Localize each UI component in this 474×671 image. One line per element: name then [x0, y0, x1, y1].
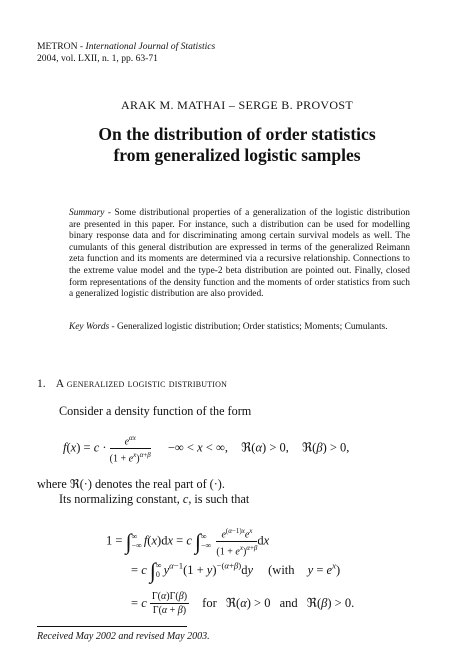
density-fraction: $\frac{e^{\alpha x}}{(1 + e^x)^{\alpha+\beta}}$ — [109, 434, 151, 465]
equation-density: f(x) = c · $\frac{e^{\alpha x}}{(1 + e^x)^{\alpha+\beta}}$ −∞ < x < ∞, ℜ(α) > 0, ℜ(β) > 0, — [63, 434, 350, 465]
section-heading — [37, 377, 227, 390]
paragraph-3-pre: Its normalizing constant, — [59, 492, 183, 506]
paragraph-1: Consider a density function of the form — [59, 404, 252, 418]
equation-normalizing-line-1: 1 = ∫ ∞ −∞ f(x)dx = c ∫ ∞ −∞ $\frac{e^{(\alpha-1)x}e^x}{(1 + e^x)^{\alpha+\beta}}$ dx — [106, 527, 270, 558]
keywords — [69, 321, 429, 333]
paragraph-3-post: , is such that — [188, 492, 250, 506]
footnote-rule — [37, 626, 187, 627]
abstract — [69, 208, 410, 301]
equation-normalizing-line-3: = c $\frac{\Gamma(\alpha)\Gamma(\beta)}{\Gamma(\alpha + \beta)}$ for ℜ(α) > 0 and ℜ(β) > 0. — [131, 591, 355, 616]
authors: ARAK M. MATHAI – SERGE B. PROVOST — [121, 98, 353, 112]
abstract-label: Summary — [69, 208, 105, 218]
footnote: Received May 2002 and revised May 2003. — [37, 631, 210, 642]
paper-title — [20, 124, 454, 166]
keywords-text: - Generalized logistic distribution; Order statistics; Moments; Cumulants. — [109, 322, 388, 332]
journal-name: International Journal of Statistics — [85, 41, 216, 52]
journal-header — [37, 41, 215, 53]
journal-prefix: METRON - — [37, 41, 86, 52]
paragraph-2: where ℜ(·) denotes the real part of (·). — [37, 477, 225, 491]
paragraph-3-var: c — [182, 492, 189, 506]
abstract-text: - Some distributional properties of a generalization of the logistic distribution are presented in this paper. For instance, such a distribution can be used for modelling binary response data and for discriminating among certain survival models as well. The cumulants of this general distribution are expressed in terms of the generalized Reimann zeta function and its moments are determined via a recursive relationship. Connections to the extreme value model and the type-2 beta distribution are pointed out. Finally, closed form representations of the density function and the moments of order statistics from such a generalized logistic distribution are also provided. — [69, 208, 410, 300]
normalizing-fraction: $\frac{e^{(\alpha-1)x}e^x}{(1 + e^x)^{\alpha+\beta}}$ — [216, 527, 258, 558]
title-line-2: from generalized logistic samples — [113, 145, 361, 165]
equation-normalizing-line-2: = c ∫ ∞ 0 $y^{\alpha-1}(1 + y)^{-(\alpha+\beta)}dy$ (with $y = e^x$) — [131, 558, 341, 583]
volume-line: 2004, vol. LXII, n. 1, pp. 63-71 — [37, 53, 158, 64]
keywords-label: Key Words — [69, 322, 110, 332]
gamma-fraction: $\frac{\Gamma(\alpha)\Gamma(\beta)}{\Gamma(\alpha + \beta)}$ — [151, 591, 188, 616]
paragraph-3 — [59, 492, 249, 507]
section-number: 1. — [37, 377, 46, 390]
title-line-1: On the distribution of order statistics — [98, 124, 376, 144]
section-title: A generalized logistic distribution — [55, 377, 228, 390]
